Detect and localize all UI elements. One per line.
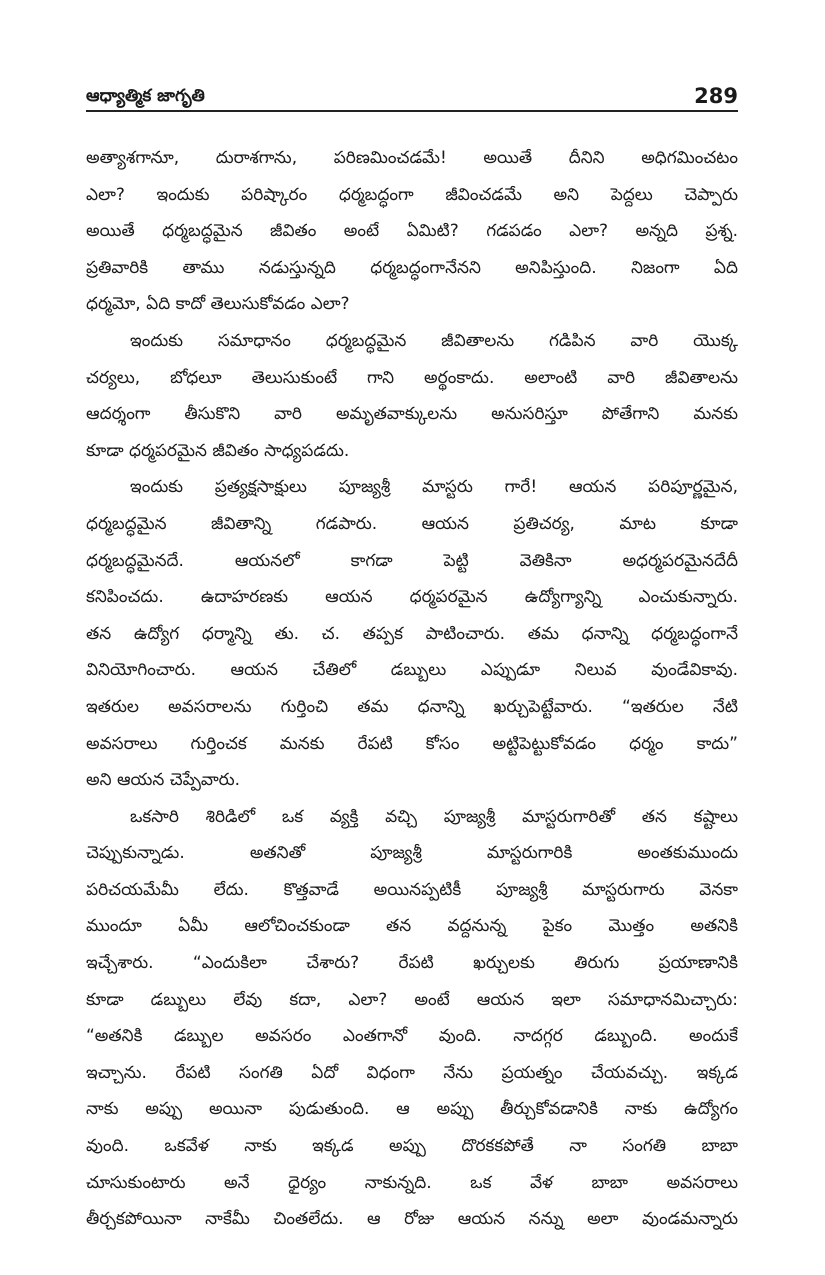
text-line: ఇచ్చేశారు. “ఎందుకిలా చేశారు? రేపటి ఖర్చులకు తిరుగు ప్రయాణానికి (86, 953, 738, 974)
text-line: ధర్మమో, ఏది కాదో తెలుసుకోవడం ఎలా? (86, 294, 350, 315)
text-line: తన ఉద్యోగ ధర్మాన్ని తు. చ. తప్పక పాటించారు. తమ ధనాన్ని ధర్మబద్ధంగానే (86, 623, 738, 644)
running-title: ఆధ్యాత్మిక జాగృతి (86, 86, 205, 106)
text-line: చూసుకుంటారు అనే ధైర్యం నాకున్నది. ఒక వేళ బాబా అవసరాలు (86, 1172, 738, 1193)
text-line: అని ఆయన చెప్పేవారు. (86, 770, 241, 791)
running-header (86, 78, 738, 108)
text-line: ఆదర్శంగా తీసుకొని వారి అమృతవాక్కులను అనుసరిస్తూ పోతేగాని మనకు (86, 404, 738, 425)
text-line: ప్రతివారికి తాము నడుస్తున్నది ధర్మబద్ధంగానేనని అనిపిస్తుంది. నిజంగా ఏది (86, 257, 738, 278)
paragraph-first-line: ఇందుకు ప్రత్యక్షసాక్షులు పూజ్యశ్రీ మాస్టరు గారే! ఆయన పరిపూర్ణమైన, (130, 477, 738, 498)
text-line: ఇతరుల అవసరాలను గుర్తించి తమ ధనాన్ని ఖర్చుపెట్టేవారు. “ఇతరుల నేటి (86, 696, 738, 717)
text-line: చర్యలు, బోధలూ తెలుసుకుంటే గాని అర్థంకాదు. అలాంటి వారి జీవితాలను (86, 367, 738, 388)
text-line: ధర్మబద్ధమైనదే. ఆయనలో కాగడా పెట్టి వెతికినా అధర్మపరమైనదేదీ (86, 550, 738, 571)
text-line: తీర్చకపోయినా నాకేమీ చింతలేదు. ఆ రోజు ఆయన నన్ను అలా వుండమన్నారు (86, 1209, 738, 1230)
text-line: అయితే ధర్మబద్ధమైన జీవితం అంటే ఏమిటి? గడపడం ఎలా? అన్నది ప్రశ్న. (86, 221, 738, 242)
page-number: 289 (694, 84, 738, 108)
header-rule (86, 110, 738, 112)
text-line: కనిపించదు. ఉదాహరణకు ఆయన ధర్మపరమైన ఉద్యోగ్యాన్ని ఎంచుకున్నారు. (86, 587, 738, 608)
text-line: నాకు అప్పు అయినా పుడుతుంది. ఆ అప్పు తీర్చుకోవడానికి నాకు ఉద్యోగం (86, 1099, 738, 1120)
text-line: వుంది. ఒకవేళ నాకు ఇక్కడ అప్పు దొరకకపోతే నా సంగతి బాబా (86, 1136, 738, 1157)
text-line: కూడా ధర్మపరమైన జీవితం సాధ్యపడదు. (86, 440, 350, 461)
text-line: ఇచ్చాను. రేపటి సంగతి ఏదో విధంగా నేను ప్రయత్నం చేయవచ్చు. ఇక్కడ (86, 1062, 738, 1083)
text-line: “అతనికి డబ్బుల అవసరం ఎంతగానో వుంది. నాదగ్గర డబ్బుంది. అందుకే (86, 1026, 738, 1047)
paragraph-first-line: ఇందుకు సమాధానం ధర్మబద్ధమైన జీవితాలను గడిపిన వారి యొక్క (130, 330, 738, 351)
text-line: చెప్పుకున్నాడు. అతనితో పూజ్యశ్రీ మాస్టరుగారికి అంతకుముందు (86, 843, 738, 864)
text-line: పరిచయమేమీ లేదు. కొత్తవాడే అయినప్పటికీ పూజ్యశ్రీ మాస్టరుగారు వెనకా (86, 879, 738, 900)
text-line: ముందూ ఏమీ ఆలోచించకుండా తన వద్దనున్న పైకం మొత్తం అతనికి (86, 916, 738, 937)
text-line: కూడా డబ్బులు లేవు కదా, ఎలా? అంటే ఆయన ఇలా సమాధానమిచ్చారు: (86, 989, 738, 1010)
text-line: వినియోగించారు. ఆయన చేతిలో డబ్బులు ఎప్పుడూ నిలువ వుండేవికావు. (86, 660, 738, 681)
text-line: అవసరాలు గుర్తించక మనకు రేపటి కోసం అట్టిపెట్టుకోవడం ధర్మం కాదు” (86, 733, 738, 754)
text-line: అత్యాశగానూ, దురాశగాను, పరిణమించడమే! అయితే దీనిని అధిగమించటం (86, 148, 738, 168)
body-text (86, 140, 738, 1238)
text-line: ఎలా? ఇందుకు పరిష్కారం ధర్మబద్ధంగా జీవించడమే అని పెద్దలు చెప్పారు (86, 184, 738, 205)
paragraph-first-line: ఒకసారి శిరిడిలో ఒక వ్యక్తి వచ్చి పూజ్యశ్రీ మాస్టరుగారితో తన కష్టాలు (130, 806, 738, 827)
text-line: ధర్మబద్ధమైన జీవితాన్ని గడపారు. ఆయన ప్రతిచర్య, మాట కూడా (86, 513, 738, 534)
